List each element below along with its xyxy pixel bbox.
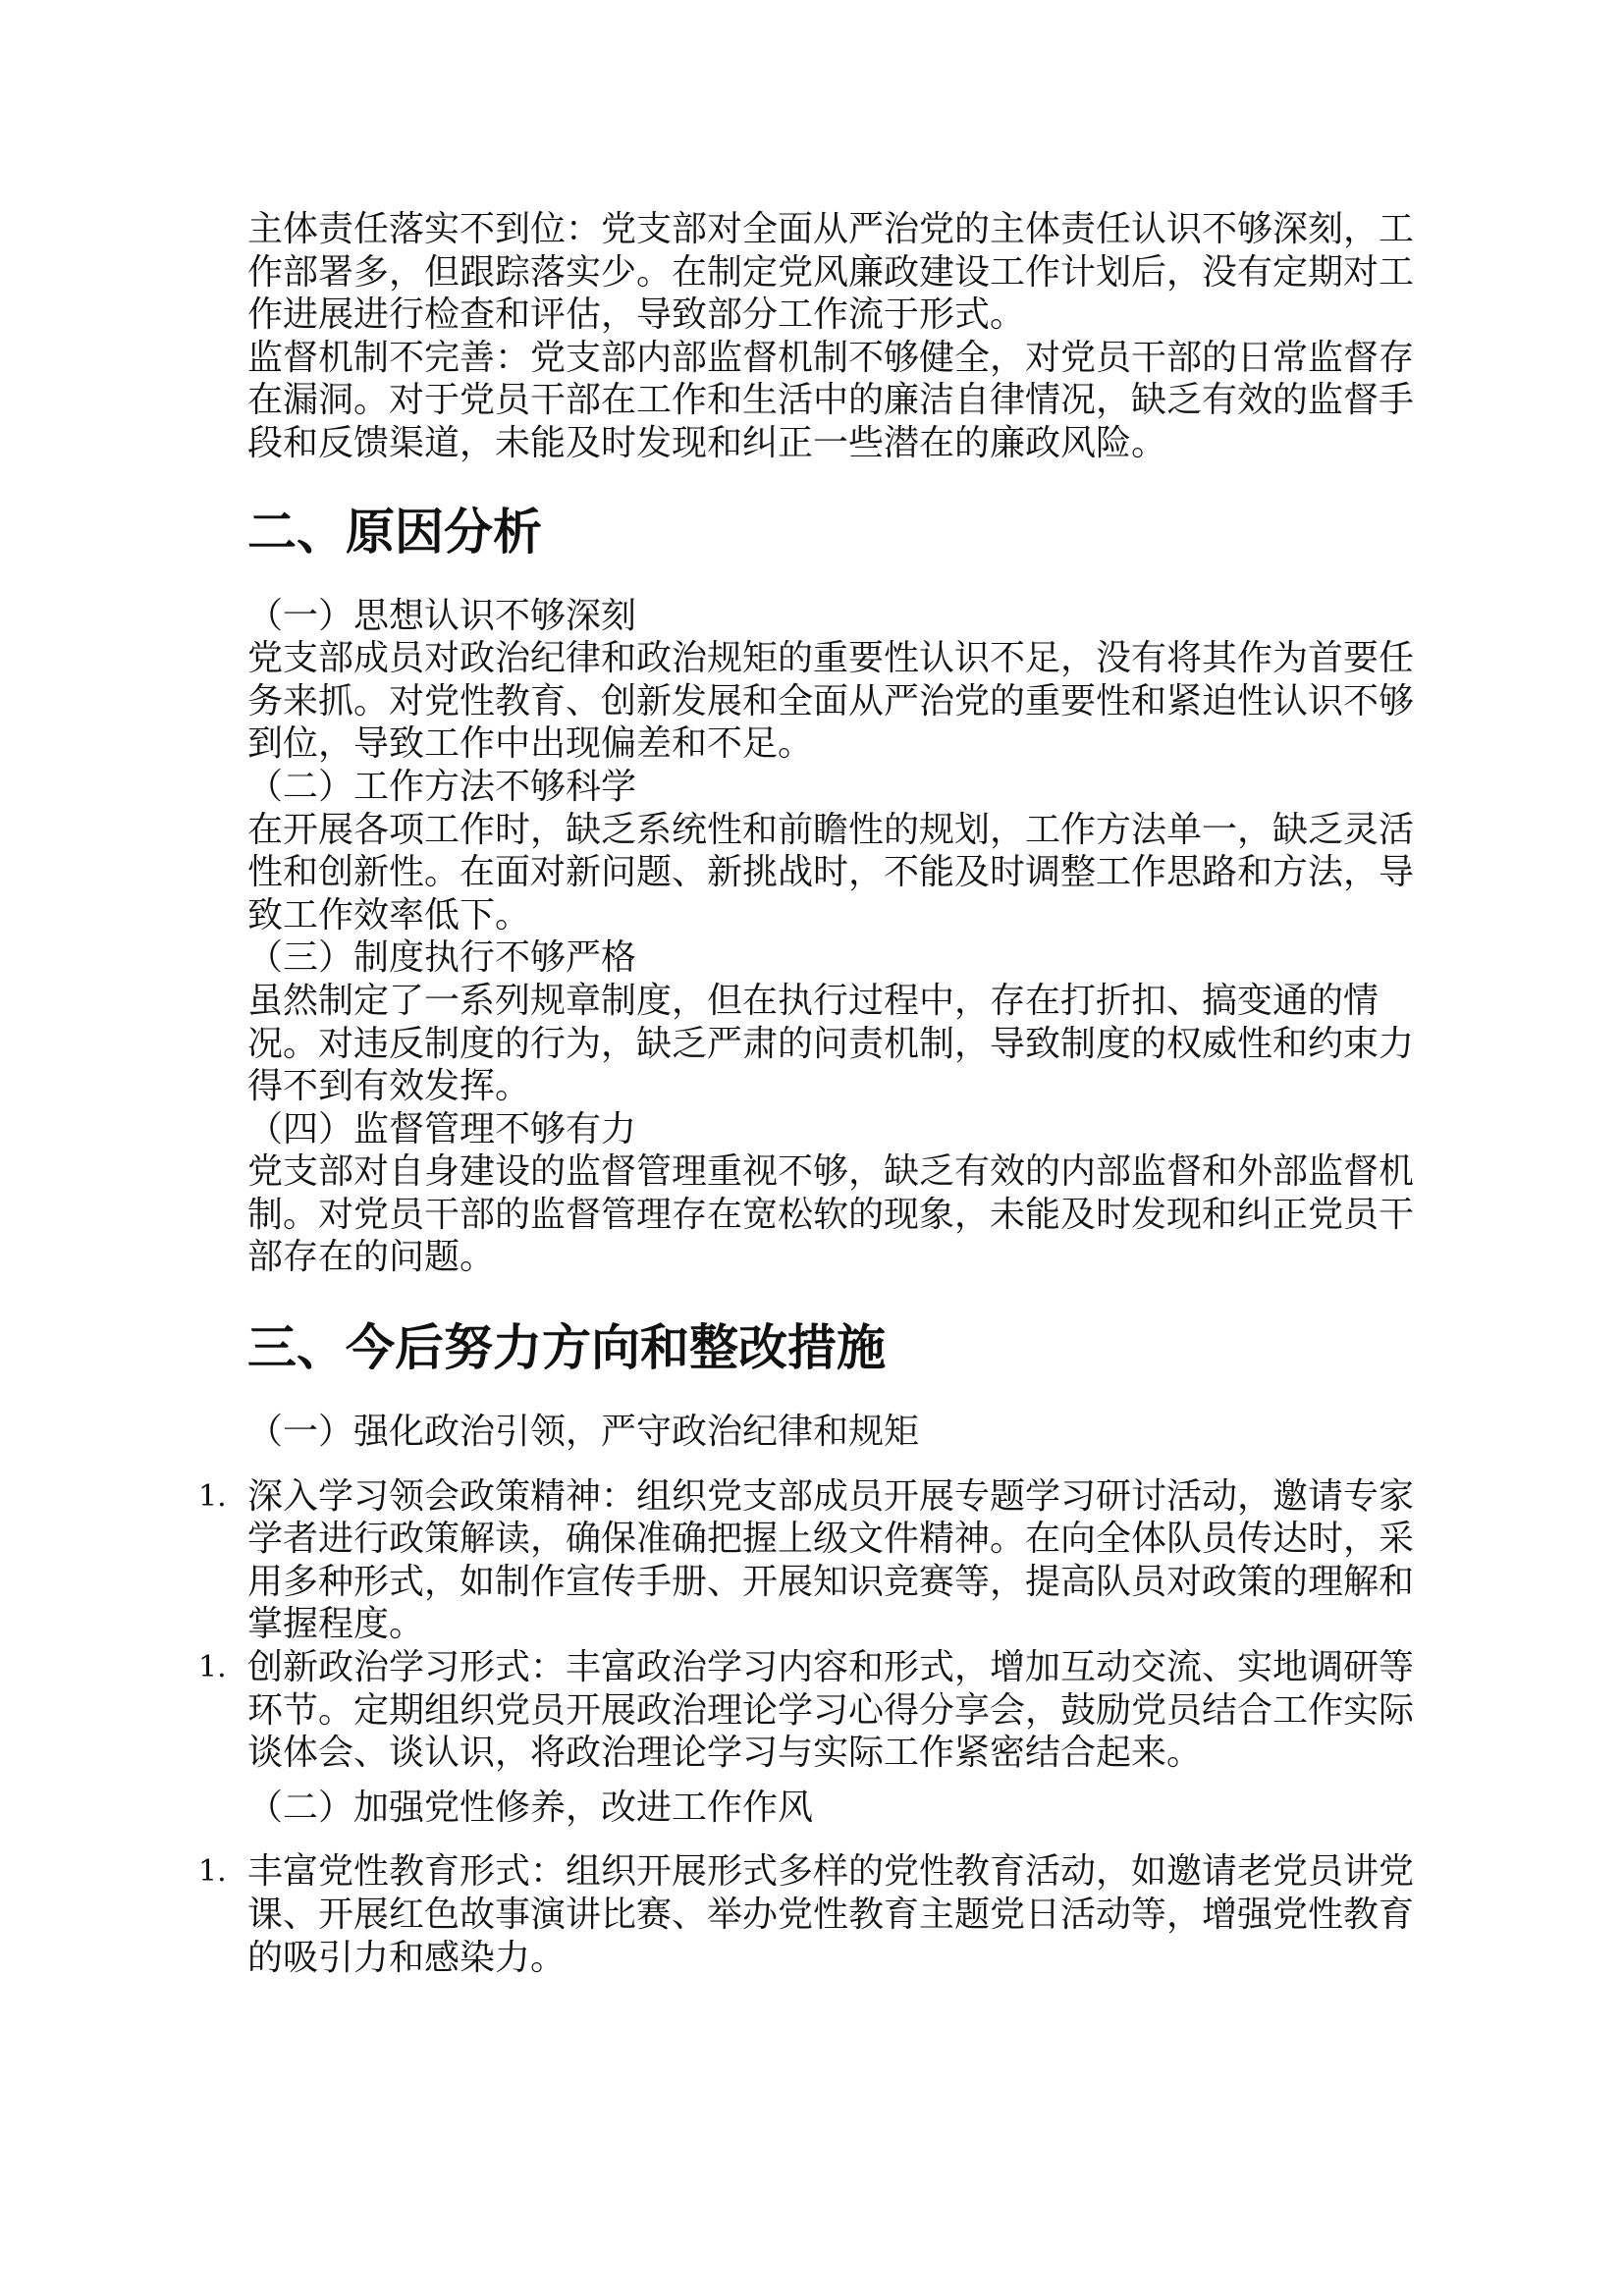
list-item-text: 创新政治学习形式：丰富政治学习内容和形式，增加互动交流、实地调研等环节。定期组织党员开展政治理论学习心得分享会，鼓励党员结合工作实际谈体会、谈认识，将政治理论学习与实际工作紧密结合起来。	[247, 1647, 1415, 1774]
numbered-list-2	[198, 1850, 1426, 1979]
list-number: 1.	[198, 1650, 227, 1685]
section-heading-rectification: 三、今后努力方向和整改措施	[247, 1319, 886, 1377]
list-number: 1.	[198, 1478, 227, 1514]
paragraph-4: 党支部对自身建设的监督管理重视不够，缺乏有效的内部监督和外部监督机制。对党员干部的监督管理存在宽松软的现象，未能及时发现和纠正党员干部存在的问题。	[247, 1151, 1415, 1278]
numbered-list-1	[198, 1475, 1426, 1775]
section-heading-cause-analysis: 二、原因分析	[247, 503, 542, 561]
list-item-text: 丰富党性教育形式：组织开展形式多样的党性教育活动，如邀请老党员讲党课、开展红色故事演讲比赛、举办党性教育主题党日活动等，增强党性教育的吸引力和感染力。	[247, 1851, 1415, 1978]
paragraph-1: 党支部成员对政治纪律和政治规矩的重要性认识不足，没有将其作为首要任务来抓。对党性教育、创新发展和全面从严治党的重要性和紧迫性认识不够到位，导致工作中出现偏差和不足。	[247, 638, 1415, 765]
intro-paragraph-1: 主体责任落实不到位：党支部对全面从严治党的主体责任认识不够深刻，工作部署多，但跟踪落实少。在制定党风廉政建设工作计划后，没有定期对工作进展进行检查和评估，导致部分工作流于形式。	[247, 209, 1415, 336]
document-body	[198, 208, 1426, 1979]
subheading-1: （一）思想认识不够深刻	[247, 595, 637, 636]
subheading-3: （三）制度执行不够严格	[247, 937, 637, 979]
list-item-text: 深入学习领会政策精神：组织党支部成员开展专题学习研讨活动，邀请专家学者进行政策解读，确保准确把握上级文件精神。在向全体队员传达时，采用多种形式，如制作宣传手册、开展知识竞赛等，提高队员对政策的理解和掌握程度。	[247, 1475, 1415, 1645]
paragraph-2: 在开展各项工作时，缺乏系统性和前瞻性的规划，工作方法单一，缺乏灵活性和创新性。在面对新问题、新挑战时，不能及时调整工作思路和方法，导致工作效率低下。	[247, 809, 1415, 935]
subheading-political-guidance: （一）强化政治引领，严守政治纪律和规矩	[247, 1412, 920, 1453]
paragraph-3: 虽然制定了一系列规章制度，但在执行过程中，存在打折扣、搞变通的情况。对违反制度的行为，缺乏严肃的问责机制，导致制度的权威性和约束力得不到有效发挥。	[247, 980, 1415, 1107]
subheading-2: （二）工作方法不够科学	[247, 766, 637, 807]
list-item	[198, 1646, 1426, 1775]
list-number: 1.	[198, 1854, 227, 1890]
list-item	[198, 1475, 1426, 1646]
subheading-party-spirit: （二）加强党性修养，改进工作作风	[247, 1787, 814, 1828]
subheading-4: （四）监督管理不够有力	[247, 1108, 637, 1149]
intro-paragraph-2: 监督机制不完善：党支部内部监督机制不够健全，对党员干部的日常监督存在漏洞。对于党员干部在工作和生活中的廉洁自律情况，缺乏有效的监督手段和反馈渠道，未能及时发现和纠正一些潜在的廉政风险。	[247, 337, 1415, 463]
list-item	[198, 1850, 1426, 1979]
